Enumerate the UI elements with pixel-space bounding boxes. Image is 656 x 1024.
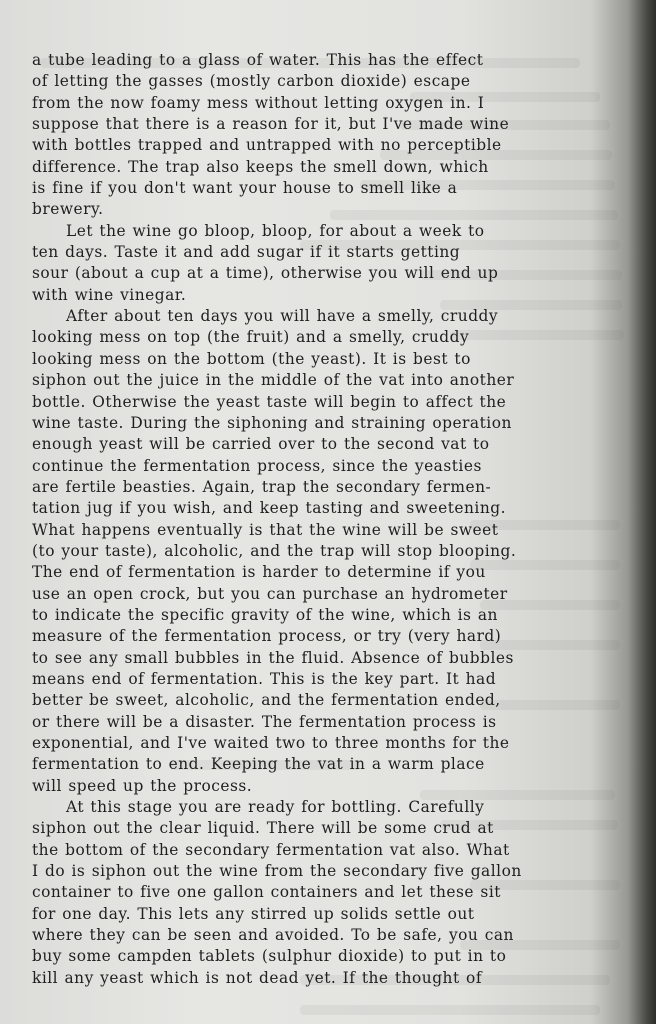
page-edge-shadow [628, 0, 656, 1024]
text-line: for one day. This lets any stirred up solids settle out [32, 904, 475, 923]
text-line: bottle. Otherwise the yeast taste will begin to affect the [32, 392, 507, 411]
text-line: measure of the fermentation process, or try (very hard) [32, 627, 502, 646]
text-line: difference. The trap also keeps the smell down, which [32, 157, 489, 176]
text-line: use an open crock, but you can purchase an hydrometer [32, 584, 508, 603]
text-line: with wine vinegar. [32, 285, 187, 304]
text-line: brewery. [32, 200, 104, 219]
text-line: (to your taste), alcoholic, and the trap will stop blooping. [32, 541, 517, 560]
text-line: What happens eventually is that the wine will be sweet [32, 520, 499, 539]
text-line: tation jug if you wish, and keep tasting and sweetening. [32, 499, 506, 518]
text-line: exponential, and I've waited two to three months for the [32, 734, 510, 752]
text-line: continue the fermentation process, since the yeasties [32, 456, 482, 475]
text-line: or there will be a disaster. The fermentation process is [32, 712, 497, 731]
text-line: fermentation to end. Keeping the vat in a warm place [32, 755, 485, 774]
text-line: means end of fermentation. This is the key part. It had [32, 669, 497, 688]
text-line: will speed up the process. [32, 776, 253, 795]
text-line: of letting the gasses (mostly carbon dioxide) escape [32, 72, 471, 91]
text-line: wine taste. During the siphoning and straining operation [32, 413, 512, 432]
text-line: is fine if you don't want your house to smell like a [32, 179, 458, 198]
text-line: with bottles trapped and untrapped with no perceptible [32, 136, 502, 155]
text-line: I do is siphon out the wine from the secondary five gallon [32, 862, 522, 881]
text-line: After about ten days you will have a smelly, cruddy [66, 307, 499, 326]
text-line: the bottom of the secondary fermentation vat also. What [32, 840, 510, 859]
text-line: At this stage you are ready for bottling. Carefully [66, 798, 485, 817]
text-line: siphon out the juice in the middle of the vat into another [32, 371, 515, 390]
text-line: looking mess on top (the fruit) and a smelly, cruddy [32, 328, 470, 347]
body-text [32, 50, 628, 989]
text-line: suppose that there is a reason for it, but I've made wine [32, 115, 510, 134]
text-line: ten days. Taste it and add sugar if it starts getting [32, 243, 461, 262]
text-line: are fertile beasties. Again, trap the secondary fermen- [32, 477, 492, 496]
text-line: kill any yeast which is not dead yet. If the thought of [32, 968, 483, 987]
text-line: enough yeast will be carried over to the second vat to [32, 435, 490, 454]
text-line: looking mess on the bottom (the yeast). It is best to [32, 349, 471, 368]
text-line: buy some campden tablets (sulphur dioxide) to put in to [32, 947, 507, 966]
text-line: siphon out the clear liquid. There will be some crud at [32, 819, 494, 838]
text-line: a tube leading to a glass of water. This has the effect [32, 51, 484, 69]
text-line: The end of fermentation is harder to determine if you [32, 563, 486, 582]
text-line: where they can be seen and avoided. To be safe, you can [32, 926, 514, 945]
text-line: to see any small bubbles in the fluid. Absence of bubbles [32, 648, 514, 667]
text-line: container to five one gallon containers and let these sit [32, 883, 501, 902]
show-through-mark [300, 1005, 600, 1015]
text-line: to indicate the specific gravity of the wine, which is an [32, 605, 498, 624]
text-line: from the now foamy mess without letting oxygen in. I [32, 93, 485, 112]
text-line: better be sweet, alcoholic, and the fermentation ended, [32, 691, 501, 710]
text-line: sour (about a cup at a time), otherwise you will end up [32, 264, 499, 283]
text-line: Let the wine go bloop, bloop, for about a week to [66, 221, 485, 240]
